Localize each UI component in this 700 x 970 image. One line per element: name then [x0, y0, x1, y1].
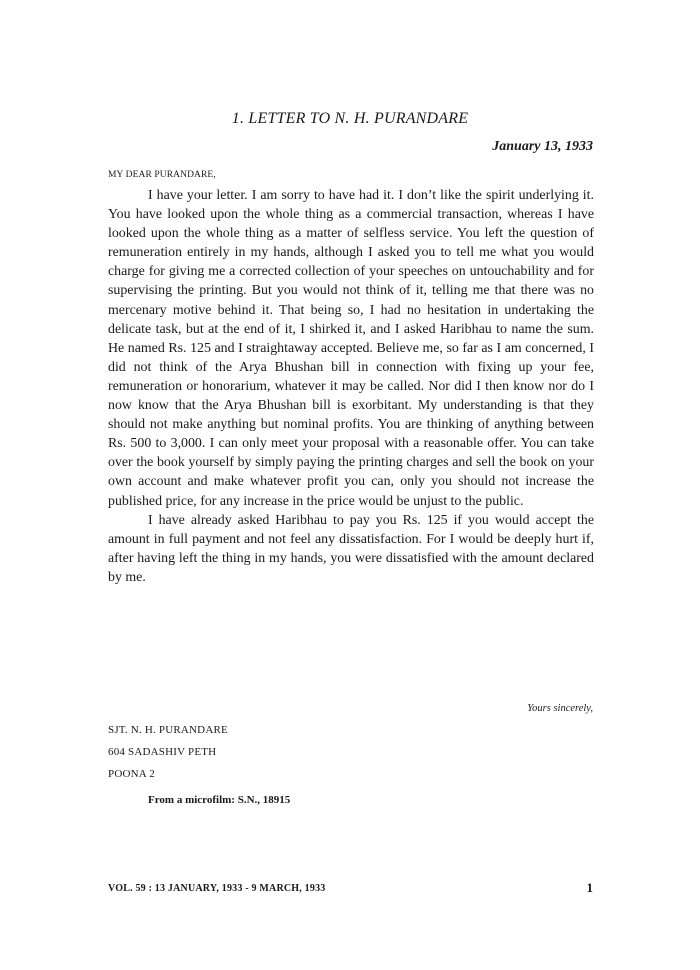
- letter-body: [108, 186, 594, 587]
- page-number: 1: [586, 880, 593, 895]
- address-line-3: POONA 2: [108, 768, 155, 780]
- letter-date: January 13, 1933: [492, 139, 593, 154]
- footer-volume: VOL. 59 : 13 JANUARY, 1933 - 9 MARCH, 1933: [108, 883, 326, 894]
- letter-title: 1. LETTER TO N. H. PURANDARE: [231, 110, 469, 127]
- closing: Yours sincerely,: [527, 703, 593, 714]
- address-line-2: 604 SADASHIV PETH: [108, 746, 217, 758]
- body-paragraph-1: I have your letter. I am sorry to have had it. I don’t like the spirit underlying it. You have looked upon the whole thing as a commercial transaction, whereas I have looked upon the whole thing as a matter of selfless service. You left the question of remuneration entirely in my hands, although I asked you to tell me what you would charge for giving me a corrected collection of your speeches on untouchability and for supervising the printing. But you would not think of it, telling me that there was no mercenary motive behind it. That being so, I had no hesitation in undertaking the delicate task, but at the end of it, I shirked it, and I asked Haribhau to name the sum. He named Rs. 125 and I straightaway accepted. Believe me, so far as I am concerned, I did not think of the Arya Bhushan bill in connection with fixing up your fee, remuneration or honorarium, whatever it may be called. Nor did I then know nor do I now know that the Arya Bhushan bill is exorbitant. My understanding is that they should not make anything but nominal profits. You are thinking of anything between Rs. 500 to 3,000. I can only meet your proposal with a reasonable offer. You can take over the book yourself by simply paying the printing charges and sell the book on your own account and make whatever profit you can, only you should not increase the published price, for any increase in the price would be unjust to the public.: [108, 188, 594, 509]
- body-paragraph-2: I have already asked Haribhau to pay you Rs. 125 if you would accept the amount in full payment and not feel any dissatisfaction. For I would be deeply hurt if, after having left the thing in my hands, you were dissatisfied with the amount declared by me.: [108, 512, 594, 585]
- source-note: From a microfilm: S.N., 18915: [148, 794, 291, 806]
- salutation: MY DEAR PURANDARE,: [108, 170, 216, 180]
- address-line-1: SJT. N. H. PURANDARE: [108, 724, 228, 736]
